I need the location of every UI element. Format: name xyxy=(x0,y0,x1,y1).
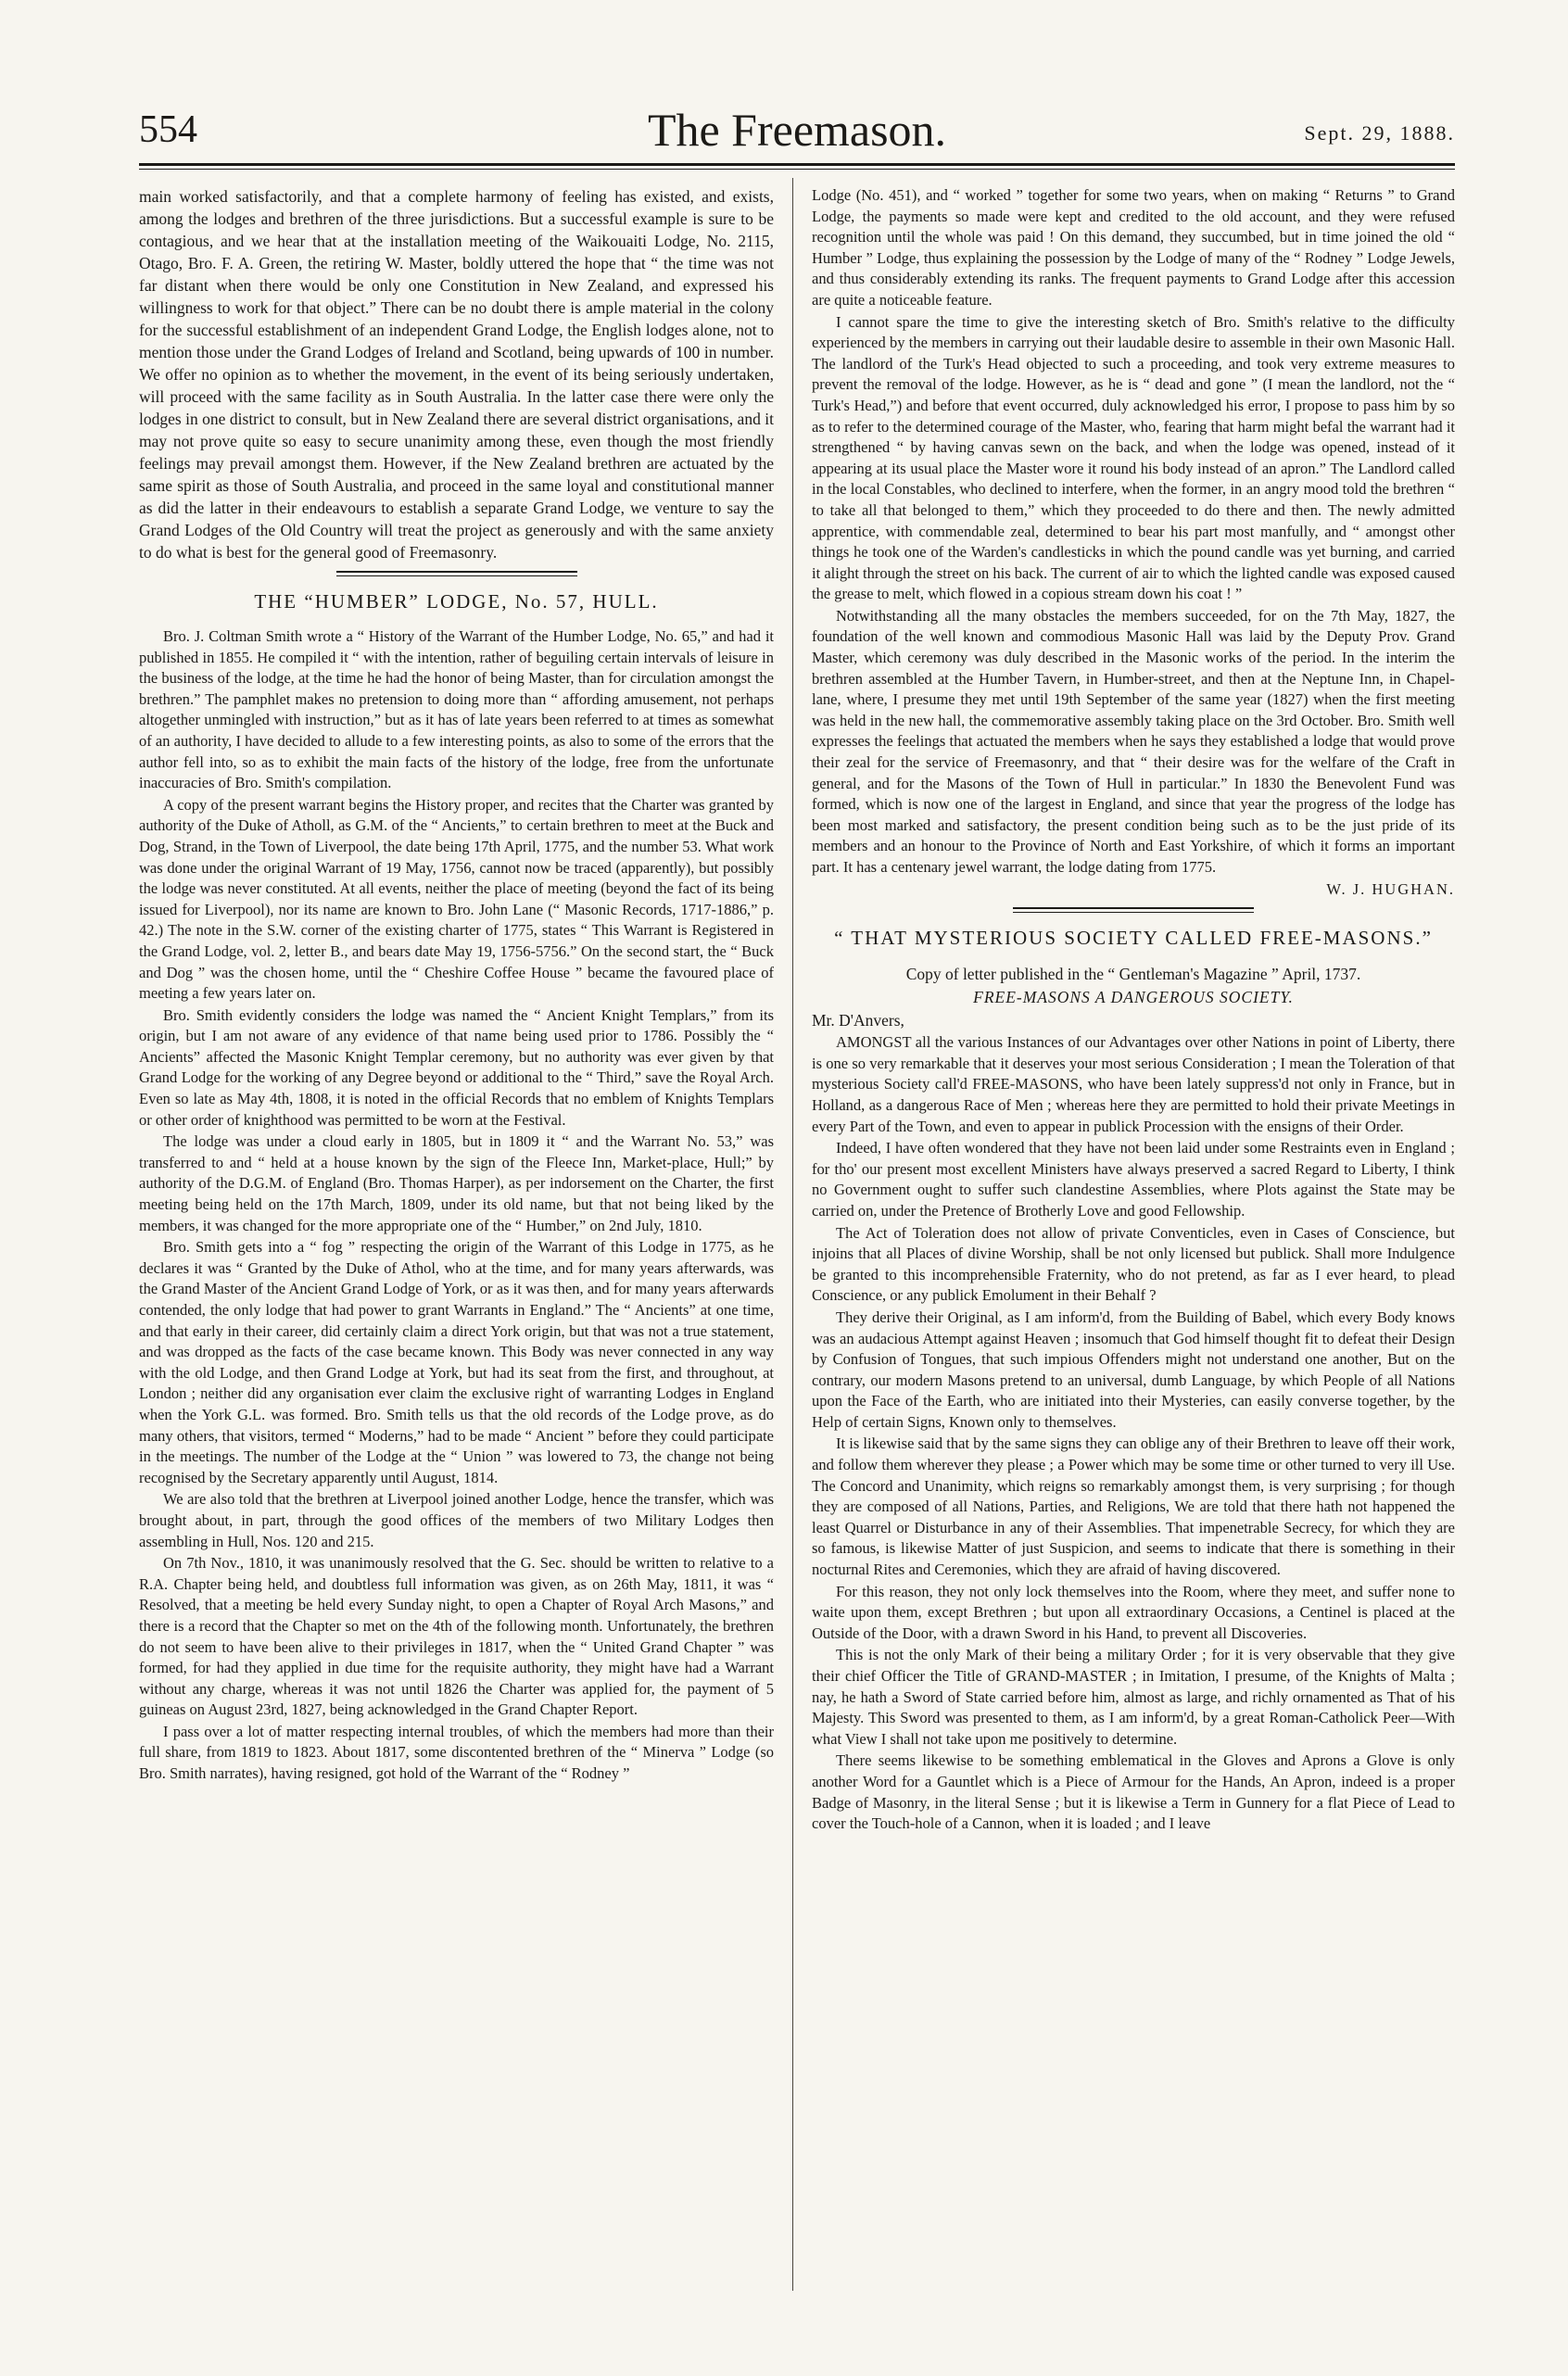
letter-paragraph: This is not the only Mark of their being a military Order ; for it is very observable that they give their chief Officer the Title of GRAND-MASTER ; in Imitation, I presume, of the Knights of Malta ; nay, he hath a Sword of State carried before him, almost as large, and richly ornamented as That of his Majesty. This Sword was presented to them, as I am inform'd, by a great Roman-Catholick Peer—With what View I shall not take upon me positively to determine. xyxy=(812,1646,1455,1748)
article-paragraph: On 7th Nov., 1810, it was unanimously resolved that the G. Sec. should be written to relative to a R.A. Chapter being held, and doubtless full information was given, as on 26th May, 1811, it was “ Resolved, that a meeting be held every Sunday night, to open a Chapter of Royal Arch Masons,” and there is a record that the Chapter so met on the 4th of the following month. Unfortunately, the brethren do not seem to have been alive to their privileges in 1817, when the “ United Grand Chapter ” was formed, for had they applied in due time for the requisite authority, they might have had a Warrant without any charge, whereas it was not until 1826 the Charter was applied for, the payment of 5 guineas on August 23rd, 1827, being acknowledged in the Grand Chapter Report. xyxy=(139,1554,774,1719)
article-title-mysterious-society: “ THAT MYSTERIOUS SOCIETY CALLED FREE-MASONS.” xyxy=(834,927,1433,950)
page-header xyxy=(139,102,1455,158)
issue-date: Sept. 29, 1888. xyxy=(1304,121,1455,145)
article-paragraph: We are also told that the brethren at Liverpool joined another Lodge, hence the transfer, which was brought about, in part, through the good offices of the members of two Military Lodges then assembling in Hull, Nos. 120 and 215. xyxy=(139,1490,774,1550)
letter-paragraph: AMONGST all the various Instances of our Advantages over other Nations in point of Liberty, there is one so very remarkable that it deserves your most serious Consideration ; I mean the Toleration of that mysterious Society call'd FREE-MASONS, who have been lately suppress'd not only in France, but in Holland, as a dangerous Race of Men ; whereas here they are permitted to hold their private Meetings in every Part of the Town, and even to appear in publick Procession with the ensigns of their Order. xyxy=(812,1033,1455,1135)
article-paragraph: Bro. Smith gets into a “ fog ” respecting the origin of the Warrant of this Lodge in 1775, as he declares it was “ Granted by the Duke of Athol, who at the time, and for many years afterwards, was the Grand Master of the Ancient Grand Lodge of York, or as it was then, and for many years afterwards contended, the only lodge that had power to grant Warrants in England.” The “ Ancients” at one time, and that early in their career, did certainly claim a direct York origin, but that was not a true statement, and was dropped as the facts of the case became known. This Body was never connected in any way with the old Lodge, and then Grand Lodge at York, but had its seat from the first, and throughout, at London ; neither did any organisation ever claim the exclusive right of warranting Lodges in England when the York G.L. was formed. Bro. Smith tells us that the old records of the Lodge prove, as do many others, that visitors, termed “ Moderns,” had to be made “ Ancient ” before they could participate in the meetings. The number of the Lodge at the “ Union ” was lowered to 73, the change not being recognised by the Secretary apparently until August, 1814. xyxy=(139,1238,774,1486)
letter-paragraph: It is likewise said that by the same signs they can oblige any of their Brethren to leave off their work, and follow them wherever they please ; a Power which may be some time or other turned to very ill Use. The Concord and Unanimity, which reigns so remarkably amongst them, is very surprising ; for though they are composed of all Nations, Parties, and Religions, We are told that there hath not happened the least Quarrel or Disturbance in any of their Assemblies. That impenetrable Secrecy, for which they are so famous, is likewise Matter of just Suspicion, and seems to indicate that there is something in their nocturnal Rites and Ceremonies, which they are afraid of having discovered. xyxy=(812,1434,1455,1579)
article-paragraph: Notwithstanding all the many obstacles the members succeeded, for on the 7th May, 1827, the foundation of the well known and commodious Masonic Hall was laid by the Deputy Prov. Grand Master, which ceremony was duly described in the Masonic works of the period. In the interim the brethren assembled at the Humber Tavern, in Humber-street, and then at the Neptune Inn, in Chapel-lane, where, I presume they met until 19th September of the same year (1827) when the first meeting was held in the new hall, the commemorative assembly taking place on the 3rd October. Bro. Smith well expresses the feelings that actuated the members when he says they established a lodge that would prove their zeal for the service of Freemasonry, and that “ their desire was for the welfare of the Craft in general, and for the Masons of the Town of Hull in particular.” In 1830 the Benevolent Fund was formed, which is now one of the largest in England, and since that year the progress of the lodge has been most marked and satisfactory, the present condition being such as to be the just pride of its members and an honour to the Province of North and East Yorkshire, of which it forms an important part. It has a centenary jewel warrant, the lodge dating from 1775. xyxy=(812,606,1455,876)
column-divider xyxy=(792,178,793,2291)
page-number: 554 xyxy=(139,108,197,151)
letter-intro: Copy of letter published in the “ Gentleman's Magazine ” April, 1737. xyxy=(905,965,1361,984)
author-signature: W. J. HUGHAN. xyxy=(1326,879,1455,898)
article-paragraph: I cannot spare the time to give the interesting sketch of Bro. Smith's relative to the difficulty experienced by the members in carrying out their laudable desire to assemble in their own Masonic Hall. The landlord of the Turk's Head objected to such a proceeding, and took very extreme measures to prevent the removal of the lodge. However, as he is “ dead and gone ” (I mean the landlord, not the “ Turk's Head,”) and before that event occurred, duly acknowledged his error, I propose to pass him by so as to refer to the determined courage of the Master, who, fearing that harm might befal the warrant had it strengthened “ by having canvas sewn on the back, and when the lodge was opened, instead of it appearing at its usual place the Master wore it round his body instead of an apron.” The Landlord called in the local Constables, who declined to interfere, when the former, in an angry mood told the brethren “ to take all that belonged to them,” which they proceeded to do there and then. The newly admitted apprentice, with commendable zeal, determined to bear his part most manfully, and “ amongst other things he took one of the Warden's candlesticks in which the pound candle was yet burning, and carried it alight through the street on his back. The current of air to which the lighted candle was exposed caused the grease to melt, which flowed in a copious stream down his coat ! ” xyxy=(812,312,1455,603)
right-column xyxy=(812,185,1455,2307)
letter-paragraph: They derive their Original, as I am inform'd, from the Building of Babel, which every Body knows was an audacious Attempt against Heaven ; insomuch that God himself thought fit to defeat their Design by Confusion of Tongues, that such impious Offenders might not understand one another, But on the contrary, our modern Masons pretend to an universal, dumb Language, by which People of all Nations upon the Face of the Earth, who are initiated into their Mysteries, can easily converse together, by the Help of certain Signs, Known only to themselves. xyxy=(812,1308,1455,1431)
article-paragraph: I pass over a lot of matter respecting internal troubles, of which the members had more than their full share, from 1819 to 1823. About 1817, some discontented brethren of the “ Minerva ” Lodge (so Bro. Smith narrates), having resigned, got hold of the Warrant of the “ Rodney ” xyxy=(139,1722,774,1783)
humber-article-body xyxy=(139,626,774,1785)
letter-body xyxy=(812,1032,1455,1835)
article-paragraph: The lodge was under a cloud early in 1805, but in 1809 it “ and the Warrant No. 53,” was transferred to and “ held at a house known by the sign of the Fleece Inn, Market-place, Hull;” by authority of the D.G.M. of England (Bro. Thomas Harper), as per indorsement on the Charter, the first meeting being held on the 17th March, 1809, under its old name, but that not being liked by the members, it was changed for the more appropriate one of the “ Humber,” on 2nd July, 1810. xyxy=(139,1132,774,1234)
letter-paragraph: There seems likewise to be something emblematical in the Gloves and Aprons a Glove is only another Word for a Gauntlet which is a Piece of Armour for the Hands, An Apron, indeed is a proper Badge of Masonry, in the literal Sense ; but it is likewise a Term in Gunnery for a flat Piece of Lead to cover the Touch-hole of a Cannon, when it is loaded ; and I leave xyxy=(812,1751,1455,1833)
article-paragraph: A copy of the present warrant begins the History proper, and recites that the Charter was granted by authority of the Duke of Atholl, as G.M. of the “ Ancients,” to certain brethren to meet at the Buck and Dog, Strand, in the Town of Liverpool, the date being 17th April, 1775, and the number 53. What work was done under the original Warrant of 19 May, 1756, cannot now be traced (apparently), but possibly the lodge was never constituted. At all events, neither the place of meeting (beyond the fact of its being issued for Liverpool), nor its name are known to Bro. John Lane (“ Masonic Records, 1717-1886,” p. 42.) The note in the S.W. corner of the existing charter of 1775, states “ This Warrant is Registered in the Grand Lodge, vol. 2, letter B., and bears date May 19, 1756-5756.” On the second start, the “ Buck and Dog ” was the chosen home, until the “ Cheshire Coffee House ” became the favoured place of meeting a few years later on. xyxy=(139,795,774,1003)
humber-article-continued xyxy=(812,185,1455,900)
letter-paragraph: The Act of Toleration does not allow of private Conventicles, even in Cases of Conscience, but injoins that all Places of divine Worship, shall be not only licensed but publick. Shall more Indulgence be granted to this incomprehensible Fraternity, who do not pretend, as far as I ever heard, to plead Conscience, or any publick Emolument in their Behalf ? xyxy=(812,1223,1455,1305)
header-rule-thin xyxy=(139,169,1455,170)
continued-editorial-paragraph: main worked satisfactorily, and that a complete harmony of feeling has existed, and exists, among the lodges and brethren of the three jurisdictions. But a successful example is sure to be contagious, and we hear that at the installation meeting of the Waikouaiti Lodge, No. 2115, Otago, Bro. F. A. Green, the retiring W. Master, boldly uttered the hope that “ the time was not far distant when there would be only one Constitution in New Zealand, and expressed his willingness to work for that object.” There can be no doubt there is ample material in the colony for the successful establishment of an independent Grand Lodge, the English lodges alone, not to mention those under the Grand Lodges of Ireland and Scotland, being upwards of 100 in number. We offer no opinion as to whether the movement, in the event of its being seriously undertaken, will proceed with the same facility as in South Australia. In the latter case there were only the lodges in one district to consult, but in New Zealand there are several district organisations, and it may not prove quite so easy to secure unanimity among these, even though the most friendly feelings may prevail amongst them. However, if the New Zealand brethren are actuated by the same spirit as those of South Australia, and proceed in the same loyal and constitutional manner as did the latter in their endeavours to establish a separate Grand Lodge, we venture to say the Grand Lodges of the Old Country will treat the project as generously and with the same anxiety to do what is best for the general good of Freemasonry. xyxy=(139,187,774,562)
article-paragraph: Bro. Smith evidently considers the lodge was named the “ Ancient Knight Templars,” from its origin, but I am not aware of any evidence of that name being used prior to 1786. Possibly the “ Ancients” affected the Masonic Knight Templar ceremony, but no authority was ever given by that Grand Lodge for the working of any Degree beyond or additional to the “ Third,” save the Royal Arch. Even so late as May 4th, 1808, it is noted in the official Records that no emblem of Knights Templars or other order of knighthood was permitted to be worn at the Festival. xyxy=(139,1005,774,1129)
letter-subhead: FREE-MASONS A DANGEROUS SOCIETY. xyxy=(973,988,1294,1007)
masthead-title: The Freemason. xyxy=(647,104,947,156)
letter-paragraph: For this reason, they not only lock themselves into the Room, where they meet, and suffer none to waite upon them, except Brethren ; but upon all extraordinary Occasions, a Centinel is placed at the Outside of the Door, with a drawn Sword in his Hand, to prevent all Discoveries. xyxy=(812,1582,1455,1642)
article-paragraph: Bro. J. Coltman Smith wrote a “ History of the Warrant of the Humber Lodge, No. 65,” and had it published in 1855. He compiled it “ with the intention, rather of beguiling certain intervals of leisure in the business of the lodge, at the time he had the honor of being Master, than for circulation amongst the brethren.” The pamphlet makes no pretension to doing more than “ affording amusement, not perhaps altogether unmingled with instruction,” but as it has of late years been referred to at times as somewhat of an authority, I have decided to allude to a few interesting points, as also to some of the errors that the author fell into, so as to exhibit the main facts of the history of the lodge, free from the unfortunate inaccuracies of Bro. Smith's compilation. xyxy=(139,627,774,792)
article-title-humber-lodge: THE “HUMBER” LODGE, No. 57, HULL. xyxy=(254,590,659,613)
article-separator-rule xyxy=(336,571,577,576)
header-rule-thick xyxy=(139,163,1455,166)
letter-paragraph: Indeed, I have often wondered that they have not been laid under some Restraints even in England ; for tho' our present most excellent Ministers have always preserved a sacred Regard to Liberty, I think no Government ought to suffer such clandestine Assemblies, where Plots against the State may be carried on, under the Pretence of Brotherly Love and good Fellowship. xyxy=(812,1139,1455,1220)
left-column xyxy=(139,185,774,2307)
article-separator-rule xyxy=(1013,907,1254,913)
article-paragraph: Lodge (No. 451), and “ worked ” together for some two years, when on making “ Returns ” to Grand Lodge, the payments so made were kept and credited to the old account, and they were refused recognition until the whole was paid ! On this demand, they succumbed, but in time joined the old “ Humber ” Lodge, thus explaining the possession by the Lodge of many of the “ Rodney ” Lodge Jewels, and thus considerably extending its ranks. The frequent payments to Grand Lodge after this accession are quite a noticeable feature. xyxy=(812,186,1455,309)
letter-salutation: Mr. D'Anvers, xyxy=(812,1011,904,1030)
